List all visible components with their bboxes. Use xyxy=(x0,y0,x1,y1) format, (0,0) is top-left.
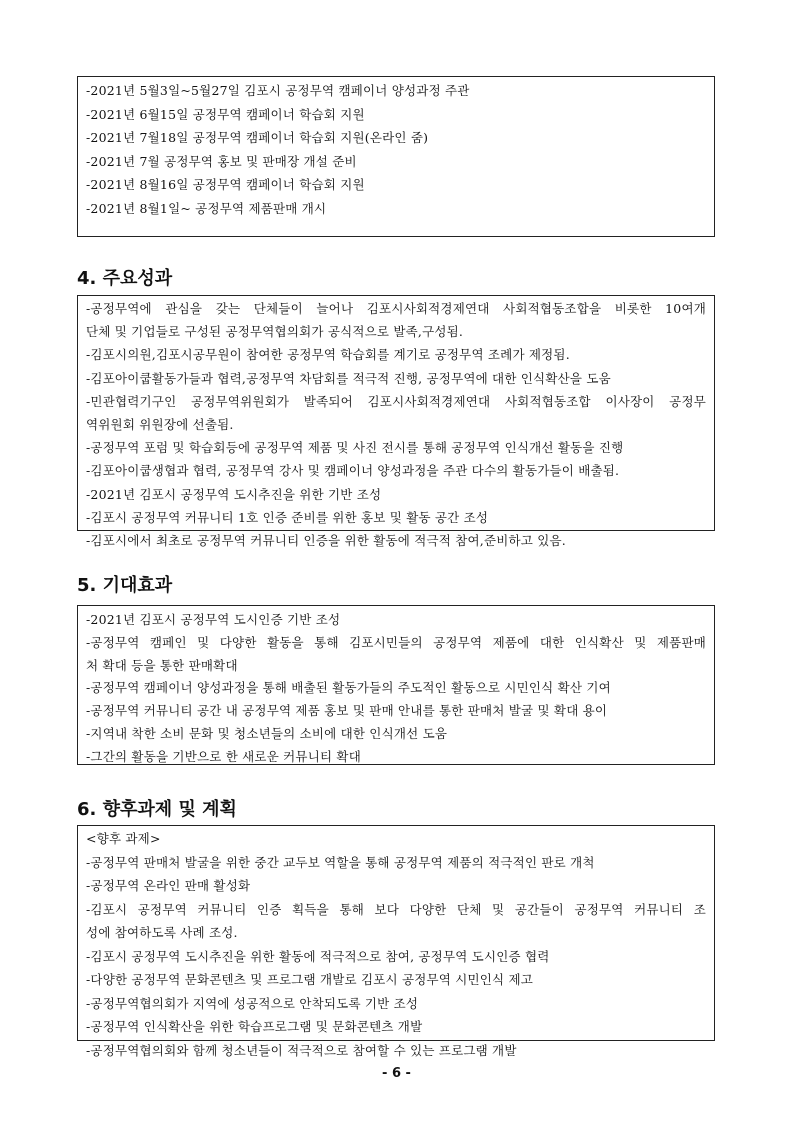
future-line: -공정무역 판매처 발굴을 위한 중간 교두보 역할을 통해 공정무역 제품의 적극적인 판로 개척 xyxy=(86,854,595,870)
future-line: -김포시 공정무역 커뮤니티 인증 획득을 통해 보다 다양한 단체 및 공간들이 공정무역 커뮤니티 조 xyxy=(86,901,706,917)
progress-line: -2021년 8월16일 공정무역 캠페이너 학습회 지원 xyxy=(86,177,365,193)
results-line: -김포아이쿱생협과 협력, 공정무역 강사 및 캠페이너 양성과정을 주관 다수의 활동가들이 배출됨. xyxy=(86,463,620,479)
results-line: -김포시 공정무역 커뮤니티 1호 인증 준비를 위한 홍보 및 활동 공간 조성 xyxy=(86,509,489,525)
future-line: -공정무역 온라인 판매 활성화 xyxy=(86,878,251,893)
results-box xyxy=(77,295,715,549)
effects-box xyxy=(77,605,715,765)
effects-line: -공정무역 캠페인 및 다양한 활동을 통해 김포시민들의 공정무역 제품에 대한 인식확산 및 제품판매 xyxy=(86,634,706,650)
effects-line: -공정무역 커뮤니티 공간 내 공정무역 제품 홍보 및 판매 안내를 통한 판매처 발굴 및 확대 용이 xyxy=(86,703,608,719)
results-line: 단체 및 기업들로 구성된 공정무역협의회가 공식적으로 발족,구성됨. xyxy=(86,324,464,340)
future-line: -공정무역 인식확산을 위한 학습프로그램 및 문화콘텐츠 개발 xyxy=(86,1019,423,1034)
results-line: -2021년 김포시 공정무역 도시추진을 위한 기반 조성 xyxy=(86,486,382,502)
results-line: -김포시의원,김포시공무원이 참여한 공정무역 학습회를 계기로 공정무역 조례가 제정됨. xyxy=(86,347,570,363)
effects-line: -그간의 활동을 기반으로 한 새로운 커뮤니티 확대 xyxy=(86,748,361,764)
future-line: -공정무역협의회가 지역에 성공적으로 안착되도록 기반 조성 xyxy=(86,995,419,1011)
future-line: 성에 참여하도록 사례 조성. xyxy=(86,925,238,940)
page-number: - 6 - xyxy=(382,1066,411,1081)
future-line: -다양한 공정무역 문화콘텐츠 및 프로그램 개발로 김포시 공정무역 시민인식 제고 xyxy=(86,972,534,987)
effects-line: -지역내 착한 소비 문화 및 청소년들의 소비에 대한 인식개선 도움 xyxy=(86,725,448,741)
progress-line: -2021년 7월18일 공정무역 캠페이너 학습회 지원(온라인 줌) xyxy=(86,130,429,146)
results-heading: 4. 주요성과 xyxy=(77,268,173,289)
future-box xyxy=(77,825,715,1058)
progress-box xyxy=(77,76,715,237)
progress-line: -2021년 7월 공정무역 홍보 및 판매장 개설 준비 xyxy=(86,153,357,169)
future-heading: 6. 향후과제 및 계획 xyxy=(77,799,237,820)
effects-line: 처 확대 등을 통한 판매확대 xyxy=(86,657,238,673)
results-line: -공정무역 포럼 및 학습회등에 공정무역 제품 및 사진 전시를 통해 공정무역 인식개선 활동을 진행 xyxy=(86,440,624,456)
results-line: -민관협력기구인 공정무역위원회가 발족되어 김포시사회적경제연대 사회적협동조합 이사장이 공정무 xyxy=(86,393,706,409)
results-line: 역위원회 위원장에 선출됨. xyxy=(86,417,234,433)
progress-line: -2021년 5월3일~5월27일 김포시 공정무역 캠페이너 양성과정 주관 xyxy=(86,83,470,98)
progress-line: -2021년 6월15일 공정무역 캠페이너 학습회 지원 xyxy=(86,106,365,122)
effects-heading: 5. 기대효과 xyxy=(77,575,173,596)
results-line: -공정무역에 관심을 갖는 단체들이 늘어나 김포시사회적경제연대 사회적협동조합을 비롯한 10여개 xyxy=(86,301,706,316)
future-subheading: <향후 과제> xyxy=(86,831,161,846)
effects-line: -공정무역 캠페이너 양성과정을 통해 배출된 활동가들의 주도적인 활동으로 시민인식 확산 기여 xyxy=(86,680,611,696)
effects-line: -2021년 김포시 공정무역 도시인증 기반 조성 xyxy=(86,612,341,627)
future-line: -김포시 공정무역 도시추진을 위한 활동에 적극적으로 참여, 공정무역 도시인증 협력 xyxy=(86,948,550,964)
results-line: -김포시에서 최초로 공정무역 커뮤니티 인증을 위한 활동에 적극적 참여,준비하고 있음. xyxy=(86,533,566,549)
progress-line: -2021년 8월1일~ 공정무역 제품판매 개시 xyxy=(86,200,327,216)
results-line: -김포아이쿱활동가들과 협력,공정무역 차담회를 적극적 진행, 공정무역에 대한 인식확산을 도움 xyxy=(86,370,611,386)
future-line: -공정무역협의회와 함께 청소년들이 적극적으로 참여할 수 있는 프로그램 개발 xyxy=(86,1042,517,1058)
